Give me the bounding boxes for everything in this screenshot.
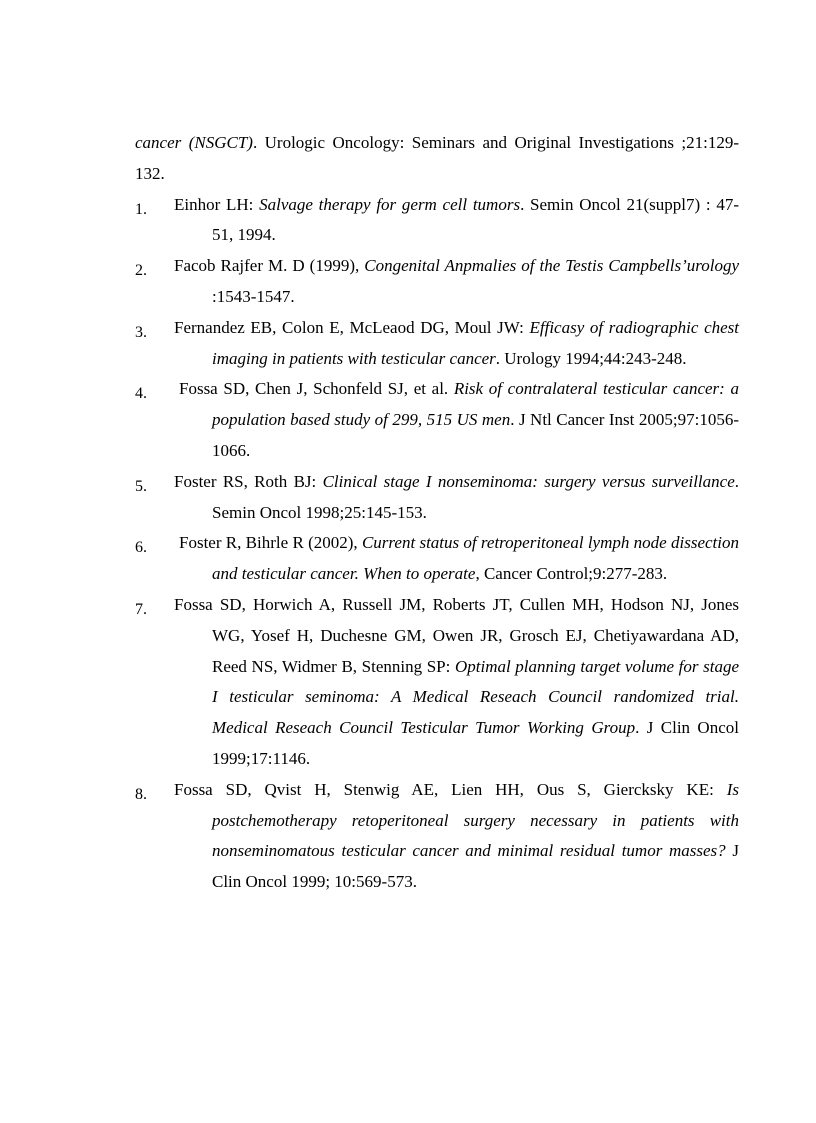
reference-number: 8. (135, 785, 147, 803)
reference-title: Congenital Anpmalies of the Testis Campbells’urology (364, 256, 739, 276)
reference-authors: Fossa SD, Qvist H, Stenwig AE, Lien HH, Ous S, Giercksky KE: (174, 779, 727, 799)
reference-source: :1543-1547. (212, 286, 295, 306)
reference-continuation (135, 128, 739, 190)
reference-number: 5. (135, 477, 147, 495)
reference-title: Salvage therapy for germ cell tumors (259, 194, 521, 214)
reference-source: . J Clin Oncol 1999;17:1146. (212, 718, 739, 768)
reference-number: 2. (135, 262, 147, 280)
reference-number: 3. (135, 323, 147, 341)
reference-title: Current status of retroperitoneal lymph node dissection and testicular cancer. When to operate (212, 533, 739, 584)
reference-number: 6. (135, 539, 147, 557)
reference-authors: Fossa SD, Chen J, Schonfeld SJ, et al. (179, 379, 454, 399)
reference-source: . Semin Oncol 21(suppl7) : 47-51, 1994. (212, 194, 739, 245)
reference-source: . Semin Oncol 1998;25:145-153. (212, 471, 739, 522)
reference-authors: Fernandez EB, Colon E, McLeaod DG, Moul JW: (174, 317, 530, 337)
continuation-italic: cancer (NSGCT) (135, 133, 253, 152)
reference-item-7 (135, 590, 739, 775)
reference-number: 1. (135, 200, 147, 218)
reference-source: , Cancer Control;9:277-283. (475, 564, 668, 584)
reference-source: . J Ntl Cancer Inst 2005;97:1056-1066. (212, 410, 739, 460)
reference-authors: Facob Rajfer M. D (1999), (174, 256, 365, 276)
reference-number: 4. (135, 385, 147, 403)
reference-title: Optimal planning target volume for stage I testicular seminoma: A Medical Reseach Council randomized trial. Medical Reseach Council Testicular Tumor Working Group (212, 656, 739, 738)
reference-number: 7. (135, 600, 147, 618)
reference-item-6 (135, 528, 739, 590)
continuation-text: . Urologic Oncology: Seminars and Original Investigations ;21:129-132. (135, 133, 739, 183)
reference-title: Risk of contralateral testicular cancer: a population based study of 299, 515 US men (212, 379, 739, 430)
reference-item-2 (135, 251, 739, 313)
reference-source: J Clin Oncol 1999; 10:569-573. (212, 841, 739, 892)
reference-authors: Foster RS, Roth BJ: (174, 471, 323, 491)
reference-item-5 (135, 467, 739, 529)
reference-item-3 (135, 313, 739, 375)
reference-title: Efficasy of radiographic chest imaging in patients with testicular cancer (212, 317, 740, 368)
reference-list (135, 128, 739, 898)
reference-title: Is postchemotherapy retoperitoneal surgery necessary in patients with nonseminomatous testicular cancer and minimal residual tumor masses? (212, 779, 739, 861)
reference-item-4 (135, 374, 739, 466)
reference-source: . Urology 1994;44:243-248. (495, 348, 687, 368)
reference-authors: Fossa SD, Horwich A, Russell JM, Roberts JT, Cullen MH, Hodson NJ, Jones WG, Yosef H, Duchesne GM, Owen JR, Grosch EJ, Chetiyawardana AD, Reed NS, Widmer B, Stenning SP: (174, 594, 739, 676)
reference-authors: Einhor LH: (174, 194, 260, 214)
reference-title: Clinical stage I nonseminoma: surgery versus surveillance (322, 471, 735, 491)
reference-item-8 (135, 775, 739, 898)
reference-item-1 (135, 190, 739, 252)
reference-authors: Foster R, Bihrle R (2002), (179, 533, 362, 553)
